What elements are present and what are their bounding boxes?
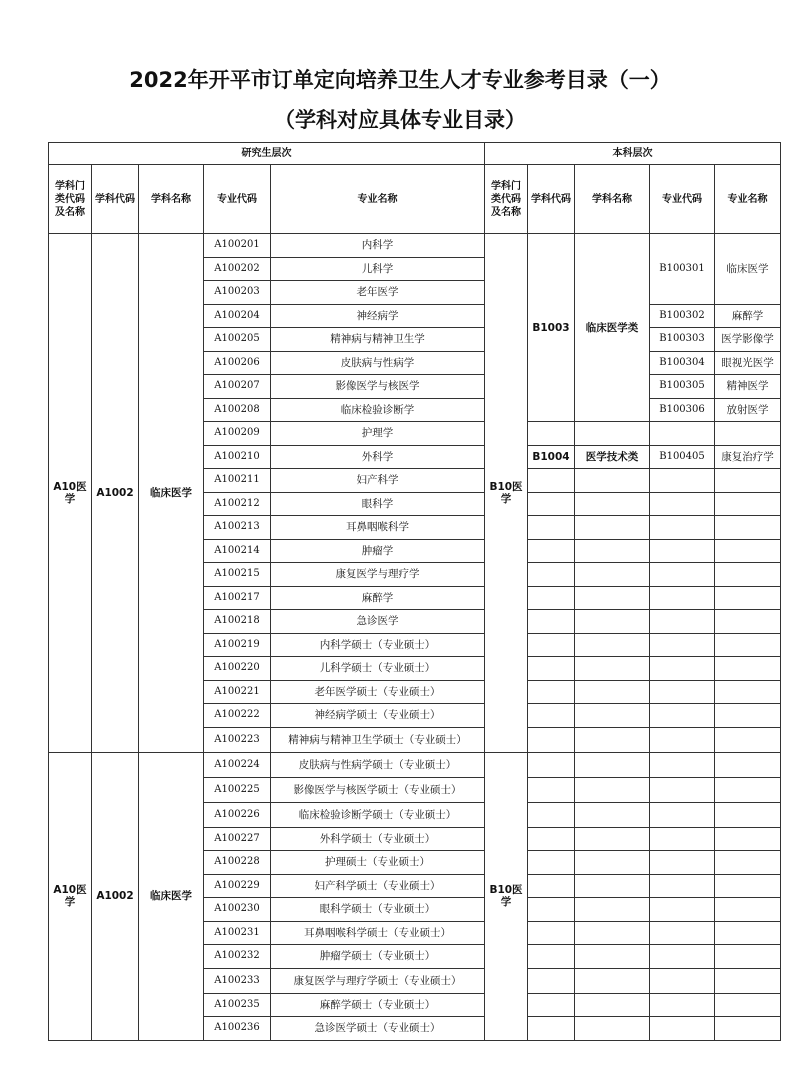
empty-cell — [575, 680, 650, 704]
grad-category-header: 学科门类代码及名称 — [49, 165, 92, 234]
empty-cell — [650, 802, 715, 827]
grad-major-name: 神经病学硕士（专业硕士） — [271, 704, 485, 728]
table-row — [49, 752, 781, 777]
ug-disc-name-cell: 临床医学类 — [575, 234, 650, 422]
empty-cell — [715, 492, 781, 516]
empty-cell — [650, 539, 715, 563]
empty-cell — [715, 422, 781, 446]
grad-major-code: A100208 — [204, 398, 271, 422]
empty-cell — [528, 422, 575, 446]
empty-cell — [650, 633, 715, 657]
empty-cell — [575, 539, 650, 563]
empty-cell — [575, 874, 650, 898]
grad-category-cell: A10医学 — [49, 752, 92, 1040]
empty-cell — [528, 898, 575, 922]
empty-cell — [715, 563, 781, 587]
grad-major-name: 儿科学 — [271, 257, 485, 281]
empty-cell — [715, 802, 781, 827]
grad-major-code: A100236 — [204, 1017, 271, 1041]
empty-cell — [528, 968, 575, 993]
empty-cell — [575, 704, 650, 728]
grad-major-code: A100218 — [204, 610, 271, 634]
grad-major-code: A100213 — [204, 516, 271, 540]
empty-cell — [528, 539, 575, 563]
grad-major-name: 耳鼻咽喉科学硕士（专业硕士） — [271, 921, 485, 945]
empty-cell — [528, 633, 575, 657]
ug-major-code: B100305 — [650, 375, 715, 399]
empty-cell — [528, 802, 575, 827]
empty-cell — [715, 469, 781, 493]
empty-cell — [528, 610, 575, 634]
empty-cell — [528, 1017, 575, 1041]
grad-major-name: 急诊医学 — [271, 610, 485, 634]
empty-cell — [528, 945, 575, 969]
empty-cell — [715, 968, 781, 993]
empty-cell — [650, 945, 715, 969]
ug-major-name: 医学影像学 — [715, 328, 781, 352]
grad-major-code: A100217 — [204, 586, 271, 610]
grad-major-code: A100223 — [204, 727, 271, 752]
empty-cell — [575, 586, 650, 610]
empty-cell — [650, 993, 715, 1017]
grad-major-name: 护理学 — [271, 422, 485, 446]
empty-cell — [575, 945, 650, 969]
empty-cell — [575, 827, 650, 851]
empty-cell — [575, 633, 650, 657]
empty-cell — [575, 777, 650, 802]
grad-major-code: A100202 — [204, 257, 271, 281]
grad-major-code: A100209 — [204, 422, 271, 446]
empty-cell — [715, 657, 781, 681]
empty-cell — [528, 851, 575, 875]
grad-major-code: A100227 — [204, 827, 271, 851]
empty-cell — [575, 727, 650, 752]
ug-major-code-header: 专业代码 — [650, 165, 715, 234]
column-header-row — [49, 165, 781, 234]
empty-cell — [528, 680, 575, 704]
grad-major-code: A100232 — [204, 945, 271, 969]
empty-cell — [715, 704, 781, 728]
empty-cell — [715, 898, 781, 922]
ug-disc-name-header: 学科名称 — [575, 165, 650, 234]
empty-cell — [715, 516, 781, 540]
ug-disc-code-cell: B1004 — [528, 445, 575, 469]
grad-major-name: 影像医学与核医学 — [271, 375, 485, 399]
grad-major-name: 临床检验诊断学硕士（专业硕士） — [271, 802, 485, 827]
grad-major-code: A100219 — [204, 633, 271, 657]
empty-cell — [528, 516, 575, 540]
ug-major-name: 放射医学 — [715, 398, 781, 422]
empty-cell — [715, 1017, 781, 1041]
empty-cell — [528, 993, 575, 1017]
grad-major-name: 康复医学与理疗学 — [271, 563, 485, 587]
grad-level-header: 研究生层次 — [49, 143, 485, 165]
grad-disc-name-cell: 临床医学 — [139, 234, 204, 753]
empty-cell — [650, 680, 715, 704]
empty-cell — [575, 657, 650, 681]
empty-cell — [715, 680, 781, 704]
empty-cell — [528, 874, 575, 898]
grad-disc-name-cell: 临床医学 — [139, 752, 204, 1040]
grad-major-name: 老年医学硕士（专业硕士） — [271, 680, 485, 704]
empty-cell — [528, 827, 575, 851]
ug-major-code: B100304 — [650, 351, 715, 375]
ug-major-name: 麻醉学 — [715, 304, 781, 328]
empty-cell — [650, 968, 715, 993]
grad-disc-code-header: 学科代码 — [92, 165, 139, 234]
grad-major-name: 眼科学 — [271, 492, 485, 516]
grad-major-name: 儿科学硕士（专业硕士） — [271, 657, 485, 681]
grad-major-code: A100222 — [204, 704, 271, 728]
grad-major-code: A100211 — [204, 469, 271, 493]
grad-major-code: A100229 — [204, 874, 271, 898]
empty-cell — [575, 1017, 650, 1041]
empty-cell — [528, 777, 575, 802]
empty-cell — [575, 492, 650, 516]
empty-cell — [650, 827, 715, 851]
empty-cell — [528, 727, 575, 752]
ug-major-code: B100301 — [650, 234, 715, 305]
grad-major-name: 康复医学与理疗学硕士（专业硕士） — [271, 968, 485, 993]
grad-disc-name-header: 学科名称 — [139, 165, 204, 234]
empty-cell — [715, 610, 781, 634]
empty-cell — [715, 921, 781, 945]
grad-major-code: A100220 — [204, 657, 271, 681]
grad-major-code: A100210 — [204, 445, 271, 469]
catalog-table — [48, 142, 781, 1041]
level-header-row — [49, 143, 781, 165]
empty-cell — [650, 469, 715, 493]
ug-major-name: 康复治疗学 — [715, 445, 781, 469]
ug-disc-code-header: 学科代码 — [528, 165, 575, 234]
empty-cell — [715, 586, 781, 610]
grad-major-code: A100215 — [204, 563, 271, 587]
grad-major-code: A100233 — [204, 968, 271, 993]
grad-major-code: A100221 — [204, 680, 271, 704]
empty-cell — [575, 921, 650, 945]
grad-major-code: A100201 — [204, 234, 271, 258]
empty-cell — [650, 422, 715, 446]
ug-level-header: 本科层次 — [485, 143, 781, 165]
ug-major-code: B100306 — [650, 398, 715, 422]
grad-major-code: A100212 — [204, 492, 271, 516]
grad-major-name: 肿瘤学 — [271, 539, 485, 563]
empty-cell — [528, 586, 575, 610]
grad-major-code: A100203 — [204, 281, 271, 305]
empty-cell — [528, 657, 575, 681]
empty-cell — [715, 752, 781, 777]
grad-major-name: 护理硕士（专业硕士） — [271, 851, 485, 875]
empty-cell — [575, 610, 650, 634]
ug-major-code: B100302 — [650, 304, 715, 328]
ug-disc-code-cell: B1003 — [528, 234, 575, 422]
empty-cell — [575, 968, 650, 993]
empty-cell — [650, 492, 715, 516]
grad-major-name: 老年医学 — [271, 281, 485, 305]
empty-cell — [650, 874, 715, 898]
grad-category-cell: A10医学 — [49, 234, 92, 753]
ug-major-name: 眼视光医学 — [715, 351, 781, 375]
empty-cell — [715, 777, 781, 802]
table-row — [49, 234, 781, 258]
empty-cell — [650, 898, 715, 922]
ug-major-name: 精神医学 — [715, 375, 781, 399]
empty-cell — [715, 827, 781, 851]
ug-disc-name-cell: 医学技术类 — [575, 445, 650, 469]
ug-category-cell: B10医学 — [485, 752, 528, 1040]
ug-category-header: 学科门类代码及名称 — [485, 165, 528, 234]
grad-major-name: 外科学硕士（专业硕士） — [271, 827, 485, 851]
grad-major-code: A100225 — [204, 777, 271, 802]
empty-cell — [650, 1017, 715, 1041]
empty-cell — [528, 492, 575, 516]
grad-major-code-header: 专业代码 — [204, 165, 271, 234]
empty-cell — [715, 874, 781, 898]
grad-major-code: A100235 — [204, 993, 271, 1017]
empty-cell — [650, 921, 715, 945]
empty-cell — [650, 704, 715, 728]
grad-major-code: A100206 — [204, 351, 271, 375]
grad-major-name: 急诊医学硕士（专业硕士） — [271, 1017, 485, 1041]
empty-cell — [715, 851, 781, 875]
grad-major-code: A100226 — [204, 802, 271, 827]
grad-major-code: A100214 — [204, 539, 271, 563]
grad-major-name: 妇产科学 — [271, 469, 485, 493]
empty-cell — [650, 777, 715, 802]
grad-major-name: 外科学 — [271, 445, 485, 469]
empty-cell — [575, 563, 650, 587]
grad-major-name: 神经病学 — [271, 304, 485, 328]
empty-cell — [575, 851, 650, 875]
empty-cell — [650, 752, 715, 777]
grad-disc-code-cell: A1002 — [92, 234, 139, 753]
empty-cell — [715, 633, 781, 657]
empty-cell — [528, 563, 575, 587]
grad-major-name: 影像医学与核医学硕士（专业硕士） — [271, 777, 485, 802]
page-title: 2022年开平市订单定向培养卫生人才专业参考目录（一） — [129, 68, 671, 92]
empty-cell — [528, 704, 575, 728]
empty-cell — [528, 752, 575, 777]
empty-cell — [575, 752, 650, 777]
grad-major-name: 麻醉学 — [271, 586, 485, 610]
empty-cell — [650, 657, 715, 681]
empty-cell — [575, 993, 650, 1017]
empty-cell — [575, 422, 650, 446]
grad-major-name: 精神病与精神卫生学 — [271, 328, 485, 352]
grad-major-code: A100207 — [204, 375, 271, 399]
empty-cell — [575, 469, 650, 493]
empty-cell — [650, 610, 715, 634]
empty-cell — [650, 727, 715, 752]
grad-major-name: 临床检验诊断学 — [271, 398, 485, 422]
grad-major-code: A100204 — [204, 304, 271, 328]
grad-major-name: 耳鼻咽喉科学 — [271, 516, 485, 540]
grad-major-name: 精神病与精神卫生学硕士（专业硕士） — [271, 727, 485, 752]
grad-major-name: 内科学硕士（专业硕士） — [271, 633, 485, 657]
grad-major-name: 肿瘤学硕士（专业硕士） — [271, 945, 485, 969]
page-subtitle: （学科对应具体专业目录） — [274, 108, 526, 132]
ug-major-code: B100405 — [650, 445, 715, 469]
empty-cell — [650, 563, 715, 587]
grad-major-code: A100224 — [204, 752, 271, 777]
empty-cell — [715, 727, 781, 752]
empty-cell — [528, 921, 575, 945]
grad-major-name: 妇产科学硕士（专业硕士） — [271, 874, 485, 898]
empty-cell — [575, 516, 650, 540]
empty-cell — [650, 851, 715, 875]
empty-cell — [575, 898, 650, 922]
empty-cell — [715, 945, 781, 969]
grad-major-name: 内科学 — [271, 234, 485, 258]
grad-major-code: A100228 — [204, 851, 271, 875]
ug-category-cell: B10医学 — [485, 234, 528, 753]
empty-cell — [650, 516, 715, 540]
grad-major-name: 眼科学硕士（专业硕士） — [271, 898, 485, 922]
grad-major-name: 麻醉学硕士（专业硕士） — [271, 993, 485, 1017]
grad-major-code: A100230 — [204, 898, 271, 922]
grad-major-name-header: 专业名称 — [271, 165, 485, 234]
grad-major-code: A100205 — [204, 328, 271, 352]
ug-major-name-header: 专业名称 — [715, 165, 781, 234]
empty-cell — [715, 993, 781, 1017]
ug-major-code: B100303 — [650, 328, 715, 352]
grad-major-name: 皮肤病与性病学 — [271, 351, 485, 375]
ug-major-name: 临床医学 — [715, 234, 781, 305]
empty-cell — [715, 539, 781, 563]
grad-major-name: 皮肤病与性病学硕士（专业硕士） — [271, 752, 485, 777]
grad-major-code: A100231 — [204, 921, 271, 945]
grad-disc-code-cell: A1002 — [92, 752, 139, 1040]
empty-cell — [650, 586, 715, 610]
empty-cell — [528, 469, 575, 493]
empty-cell — [575, 802, 650, 827]
catalog-table-body — [49, 143, 781, 1041]
